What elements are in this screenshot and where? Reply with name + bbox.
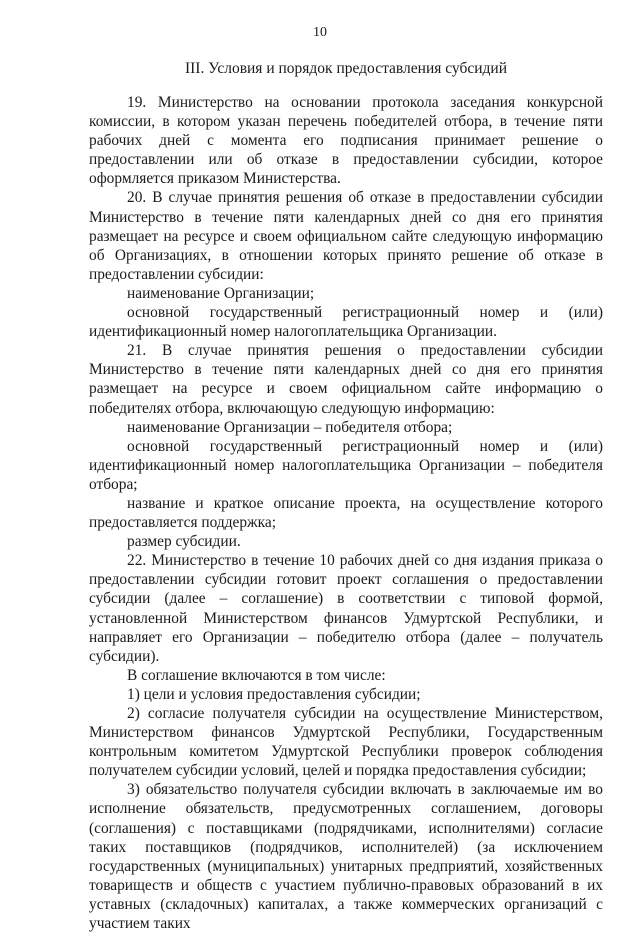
agreement-item-1: 1) цели и условия предоставления субсидии;	[127, 685, 421, 703]
agreement-intro: В соглашение включаются в том числе:	[127, 666, 386, 684]
page-number: 10	[313, 25, 327, 40]
paragraph-20-item-name: наименование Организации;	[127, 284, 315, 302]
paragraph-21-item-name: наименование Организации – победителя отбора;	[127, 418, 453, 436]
paragraph-20-item-ogrn: основной государственный регистрационный номер и (или) идентификационный номер налогоплательщика Организации.	[89, 304, 603, 341]
paragraph-21-item-project: название и краткое описание проекта, на осуществление которого предоставляется поддержка;	[89, 494, 603, 532]
paragraph-22: 22. Министерство в течение 10 рабочих дней со дня издания приказа о предоставлении субсидии готовит проект соглашения о предоставлении субсидии (далее – соглашение) в соответствии с типовой формой, установленной Министерством финансов Удмуртской Республики, и направляет его Организации – победителю отбора (далее – получатель субсидии).	[89, 552, 603, 665]
document-body	[89, 93, 603, 933]
agreement-item-3: 3) обязательство получателя субсидии включать в заключаемые им во исполнение обязательств, предусмотренных соглашением, договоры (соглашения) с поставщиками (подрядчиками, исполнителями) согласие таких поставщиков (подрядчиков, исполнителей) (за исключением государственных (муниципальных) унитарных предприятий, хозяйственных товариществ и обществ с участием публично-правовых образований в их уставных (складочных) капиталах, а также коммерческих организаций с участием таких	[89, 781, 603, 933]
paragraph-21-item-amount: размер субсидии.	[127, 533, 241, 551]
paragraph-21-item-ogrn: основной государственный регистрационный номер и (или) идентификационный номер налогоплательщика Организации – победителя отбора;	[89, 437, 603, 493]
agreement-item-2: 2) согласие получателя субсидии на осуществление Министерством, Министерством финансов Удмуртской Республики, Государственным контрольным комитетом Удмуртской Республики проверок соблюдения получателем субсидии условий, целей и порядка предоставления субсидии;	[89, 705, 603, 780]
section-title: III. Условия и порядок предоставления субсидий	[184, 60, 507, 77]
paragraph-20: 20. В случае принятия решения об отказе в предоставлении субсидии Министерство в течение пяти календарных дней со дня его принятия размещает на ресурсе и своем официальном сайте следующую информацию об Организациях, в отношении которых принято решение об отказе в предоставлении субсидии:	[89, 189, 603, 283]
paragraph-19: 19. Министерство на основании протокола заседания конкурсной комиссии, в котором указан перечень победителей отбора, в течение пяти рабочих дней с момента его подписания принимает решение о предоставлении или об отказе в предоставлении субсидии, которое оформляется приказом Министерства.	[89, 94, 603, 188]
paragraph-21: 21. В случае принятия решения о предоставлении субсидии Министерство в течение пяти календарных дней со дня его принятия размещает на ресурсе и своем официальном сайте информацию о победителях отбора, включающую следующую информацию:	[89, 342, 603, 417]
